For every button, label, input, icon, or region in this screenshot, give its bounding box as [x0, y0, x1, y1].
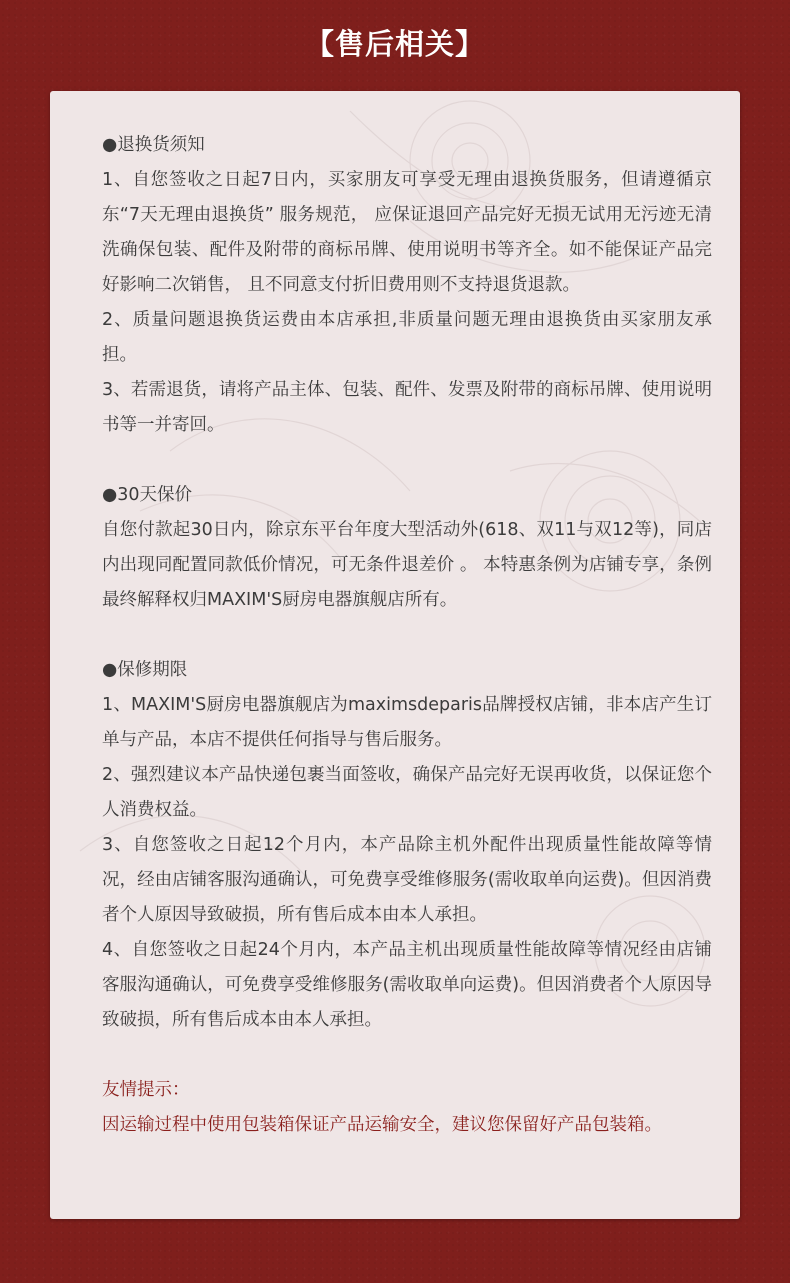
returns-paragraph-1: 1、自您签收之日起7日内，买家朋友可享受无理由退换货服务，但请遵循京东“7天无理由退换货” 服务规范， 应保证退回产品完好无损无试用无污迹无清洗确保包装、配件及附带的商标吊牌、使用说明书等齐全。如不能保证产品完好影响二次销售， 且不同意支付折旧费用则不支持退货退款。	[102, 170, 712, 295]
section-spacer	[102, 618, 712, 653]
after-sales-card	[50, 91, 740, 1219]
section-title-warranty: ●保修期限	[102, 660, 188, 680]
section-title-returns: ●退换货须知	[102, 135, 205, 155]
after-sales-content	[102, 128, 712, 1143]
warranty-paragraph-1: 1、MAXIM'S厨房电器旗舰店为maximsdeparis品牌授权店铺，非本店产生订单与产品，本店不提供任何指导与售后服务。	[102, 695, 712, 750]
price-protection-paragraph: 自您付款起30日内，除京东平台年度大型活动外(618、双11与双12等)，同店内出现同配置同款低价情况，可无条件退差价 。 本特惠条例为店铺专享，条例最终解释权归MAXIM'S厨房电器旗舰店所有。	[102, 520, 712, 610]
section-spacer	[102, 443, 712, 478]
warranty-paragraph-2: 2、强烈建议本产品快递包裹当面签收，确保产品完好无误再收货，以保证您个人消费权益。	[102, 765, 712, 820]
warranty-paragraph-4: 4、自您签收之日起24个月内，本产品主机出现质量性能故障等情况经由店铺客服沟通确认，可免费享受维修服务(需收取单向运费)。但因消费者个人原因导致破损，所有售后成本由本人承担。	[102, 940, 712, 1030]
section-title-price-protection: ●30天保价	[102, 485, 193, 505]
returns-paragraph-3: 3、若需退货，请将产品主体、包装、配件、发票及附带的商标吊牌、使用说明书等一并寄回。	[102, 380, 712, 435]
page-title: 【售后相关】	[304, 27, 485, 61]
tip-title: 友情提示：	[102, 1080, 190, 1100]
returns-paragraph-2: 2、质量问题退换货运费由本店承担,非质量问题无理由退换货由买家朋友承担。	[102, 310, 712, 365]
warranty-paragraph-3: 3、自您签收之日起12个月内，本产品除主机外配件出现质量性能故障等情况，经由店铺客服沟通确认，可免费享受维修服务(需收取单向运费)。但因消费者个人原因导致破损，所有售后成本由本人承担。	[102, 835, 712, 925]
section-spacer	[102, 1038, 712, 1073]
tip-text: 因运输过程中使用包装箱保证产品运输安全，建议您保留好产品包装箱。	[102, 1115, 662, 1135]
